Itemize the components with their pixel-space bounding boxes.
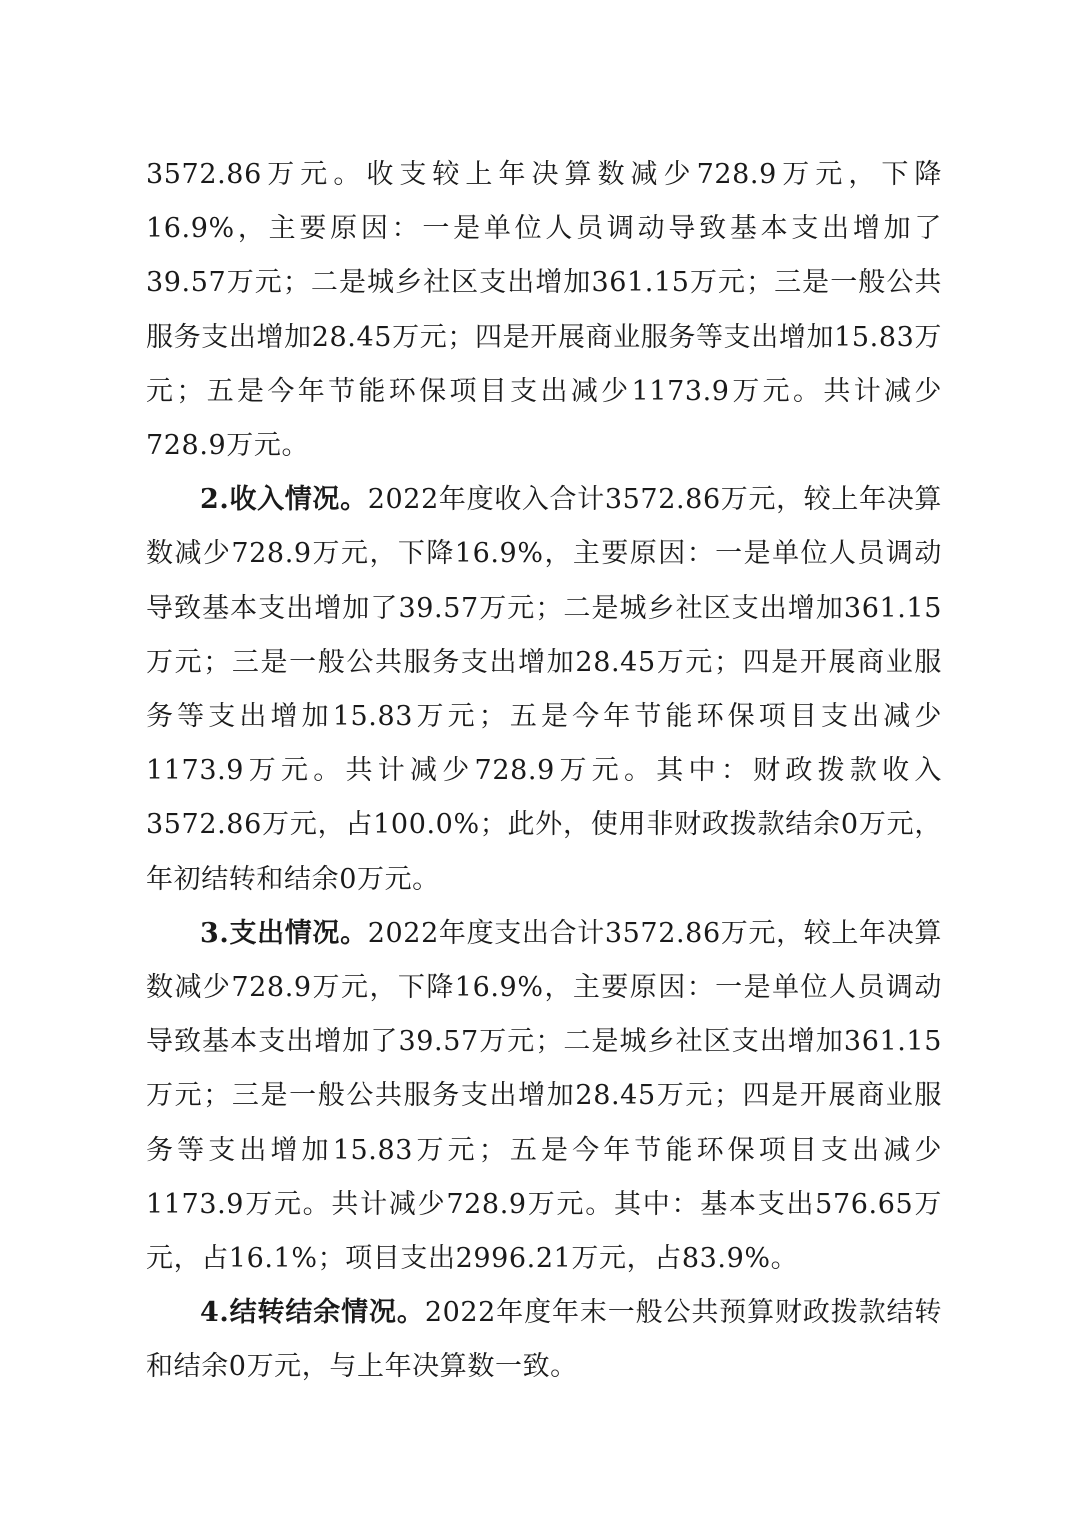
paragraph-income: [146, 473, 942, 907]
section-heading-expenditure: 3.支出情况。: [200, 917, 368, 949]
paragraph-text: 2022年度年末一般公共预算财政拨款结转和结余0万元，与上年决算数一致。: [146, 1297, 942, 1383]
paragraph-carryover: [146, 1286, 942, 1394]
paragraph-expenditure: [146, 907, 942, 1286]
paragraph-text: 2022年度收入合计3572.86万元，较上年决算数减少728.9万元，下降16.9%，主要原因：一是单位人员调动导致基本支出增加了39.57万元；二是城乡社区支出增加361.15万元；三是一般公共服务支出增加28.45万元；四是开展商业服务等支出增加15.83万元；五是今年节能环保项目支出减少1173.9万元。共计减少728.9万元。其中：财政拨款收入3572.86万元，占100.0%；此外，使用非财政拨款结余0万元，年初结转和结余0万元。: [146, 484, 942, 895]
section-heading-carryover: 4.结转结余情况。: [200, 1297, 425, 1329]
paragraph-text: 3572.86万元。收支较上年决算数减少728.9万元，下降16.9%，主要原因：一是单位人员调动导致基本支出增加了39.57万元；二是城乡社区支出增加361.15万元；三是一般公共服务支出增加28.45万元；四是开展商业服务等支出增加15.83万元；五是今年节能环保项目支出减少1173.9万元。共计减少728.9万元。: [146, 159, 942, 462]
paragraph-text: 2022年度支出合计3572.86万元，较上年决算数减少728.9万元，下降16.9%，主要原因：一是单位人员调动导致基本支出增加了39.57万元；二是城乡社区支出增加361.15万元；三是一般公共服务支出增加28.45万元；四是开展商业服务等支出增加15.83万元；五是今年节能环保项目支出减少1173.9万元。共计减少728.9万元。其中：基本支出576.65万元，占16.1%；项目支出2996.21万元，占83.9%。: [146, 917, 942, 1275]
paragraph-summary-continued: [146, 148, 942, 473]
document-page: [146, 148, 942, 1395]
section-heading-income: 2.收入情况。: [200, 484, 368, 516]
